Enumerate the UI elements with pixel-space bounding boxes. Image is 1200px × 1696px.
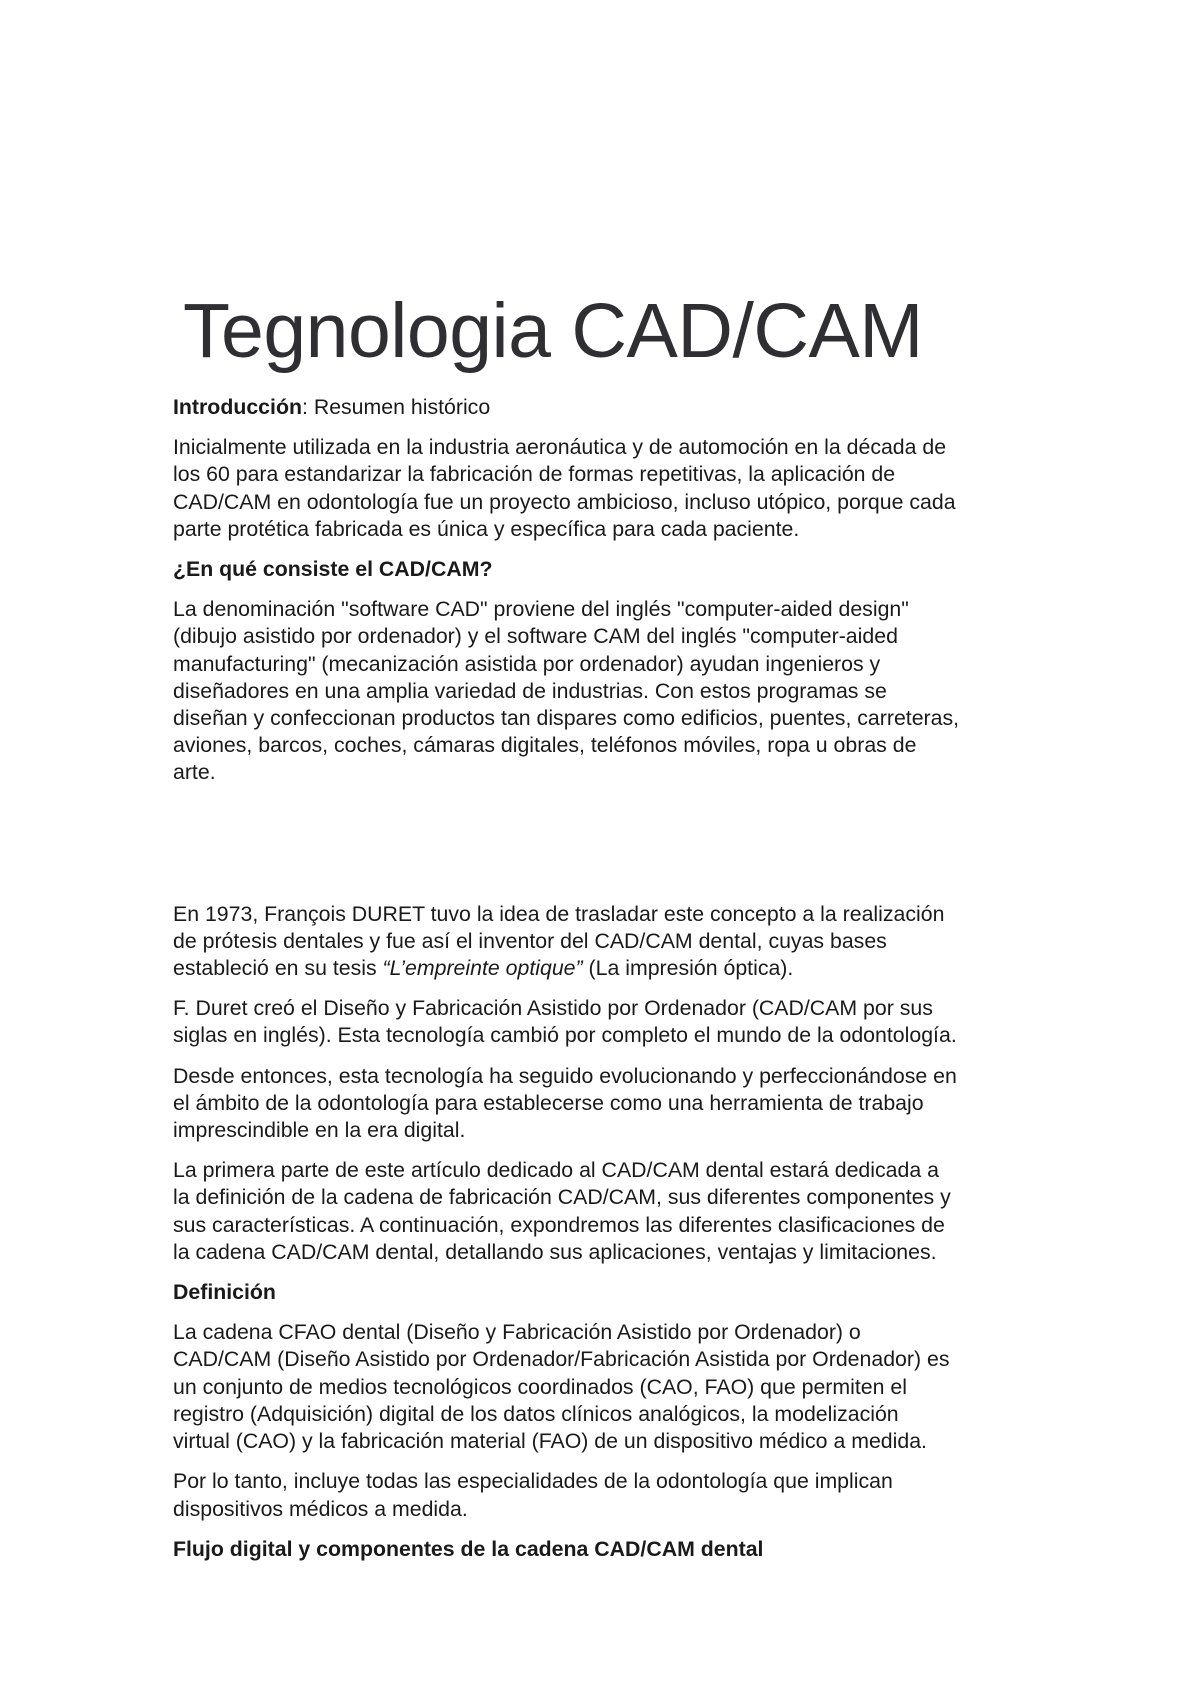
text-line: diseñan y confeccionan productos tan dispares como edificios, puentes, carreteras, xyxy=(173,706,960,731)
paragraph-fduret xyxy=(173,995,1048,1049)
text-line: La denominación "software CAD" proviene del inglés "computer-aided design" xyxy=(173,597,909,622)
text-line: F. Duret creó el Diseño y Fabricación Asistido por Ordenador (CAD/CAM por sus xyxy=(173,996,933,1021)
text-line: manufacturing" (mecanización asistida por ordenador) ayudan ingenieros y xyxy=(173,651,881,676)
intro-label: Introducción xyxy=(173,395,302,419)
paragraph-intro xyxy=(173,434,1048,543)
text-line: dispositivos médicos a medida. xyxy=(173,1496,468,1521)
text-line: virtual (CAO) y la fabricación material (FAO) de un dispositivo médico a medida. xyxy=(173,1429,927,1454)
heading-flujo: Flujo digital y componentes de la cadena CAD/CAM dental xyxy=(173,1536,764,1561)
text-line: La cadena CFAO dental (Diseño y Fabricación Asistido por Ordenador) o xyxy=(173,1320,861,1345)
text-line: de prótesis dentales y fue así el inventor del CAD/CAM dental, cuyas bases xyxy=(173,928,887,953)
paragraph-portanto xyxy=(173,1468,1048,1522)
text-line: CAD/CAM (Diseño Asistido por Ordenador/Fabricación Asistida por Ordenador) es xyxy=(173,1347,950,1372)
text-line: arte. xyxy=(173,760,216,785)
paragraph-consiste xyxy=(173,596,1048,786)
heading-definicion: Definición xyxy=(173,1280,276,1305)
text-line: En 1973, François DURET tuvo la idea de trasladar este concepto a la realización xyxy=(173,901,945,926)
text-line: parte protética fabricada es única y específica para cada paciente. xyxy=(173,516,800,541)
text-line: los 60 para estandarizar la fabricación de formas repetitivas, la aplicación de xyxy=(173,462,896,487)
text-line: imprescindible en la era digital. xyxy=(173,1118,466,1143)
paragraph-desde xyxy=(173,1063,1048,1145)
paragraph-primera xyxy=(173,1157,1048,1266)
text-line: siglas en inglés). Esta tecnología cambió por completo el mundo de la odontología. xyxy=(173,1023,957,1048)
paragraph-duret xyxy=(173,901,1048,983)
document-title: Tegnologia CAD/CAM xyxy=(183,288,923,374)
text-line: registro (Adquisición) digital de los datos clínicos analógicos, la modelización xyxy=(173,1401,899,1426)
text-line: aviones, barcos, coches, cámaras digitales, teléfonos móviles, ropa u obras de xyxy=(173,733,917,758)
text-segment: estableció en su tesis xyxy=(173,956,383,981)
text-line: la definición de la cadena de fabricación CAD/CAM, sus diferentes componentes y xyxy=(173,1185,951,1210)
intro-line xyxy=(173,394,1048,421)
intro-text: Resumen histórico xyxy=(313,395,491,419)
blank-space xyxy=(173,800,1048,901)
text-line xyxy=(173,955,1048,982)
text-line: un conjunto de medios tecnológicos coordinados (CAO, FAO) que permiten el xyxy=(173,1374,907,1399)
document-body xyxy=(173,394,1048,1576)
text-line: diseñadores en una amplia variedad de industrias. Con estos programas se xyxy=(173,678,887,703)
text-line: Inicialmente utilizada en la industria aeronáutica y de automoción en la década de xyxy=(173,435,947,460)
text-line: (dibujo asistido por ordenador) y el software CAM del inglés "computer-aided xyxy=(173,624,898,649)
paragraph-definicion xyxy=(173,1319,1048,1455)
text-line: el ámbito de la odontología para establecerse como una herramienta de trabajo xyxy=(173,1090,924,1115)
thesis-title: “L’empreinte optique” xyxy=(382,956,583,981)
text-line: Desde entonces, esta tecnología ha seguido evolucionando y perfeccionándose en xyxy=(173,1063,957,1088)
text-line: sus características. A continuación, expondremos las diferentes clasificaciones de xyxy=(173,1212,945,1237)
text-line: la cadena CAD/CAM dental, detallando sus aplicaciones, ventajas y limitaciones. xyxy=(173,1239,937,1264)
text-segment: (La impresión óptica). xyxy=(582,956,794,981)
heading-consiste: ¿En qué consiste el CAD/CAM? xyxy=(173,557,493,582)
text-line: CAD/CAM en odontología fue un proyecto ambicioso, incluso utópico, porque cada xyxy=(173,489,956,514)
text-line: La primera parte de este artículo dedicado al CAD/CAM dental estará dedicada a xyxy=(173,1158,939,1183)
text-line: Por lo tanto, incluye todas las especialidades de la odontología que implican xyxy=(173,1469,893,1494)
intro-separator: : xyxy=(301,395,314,419)
